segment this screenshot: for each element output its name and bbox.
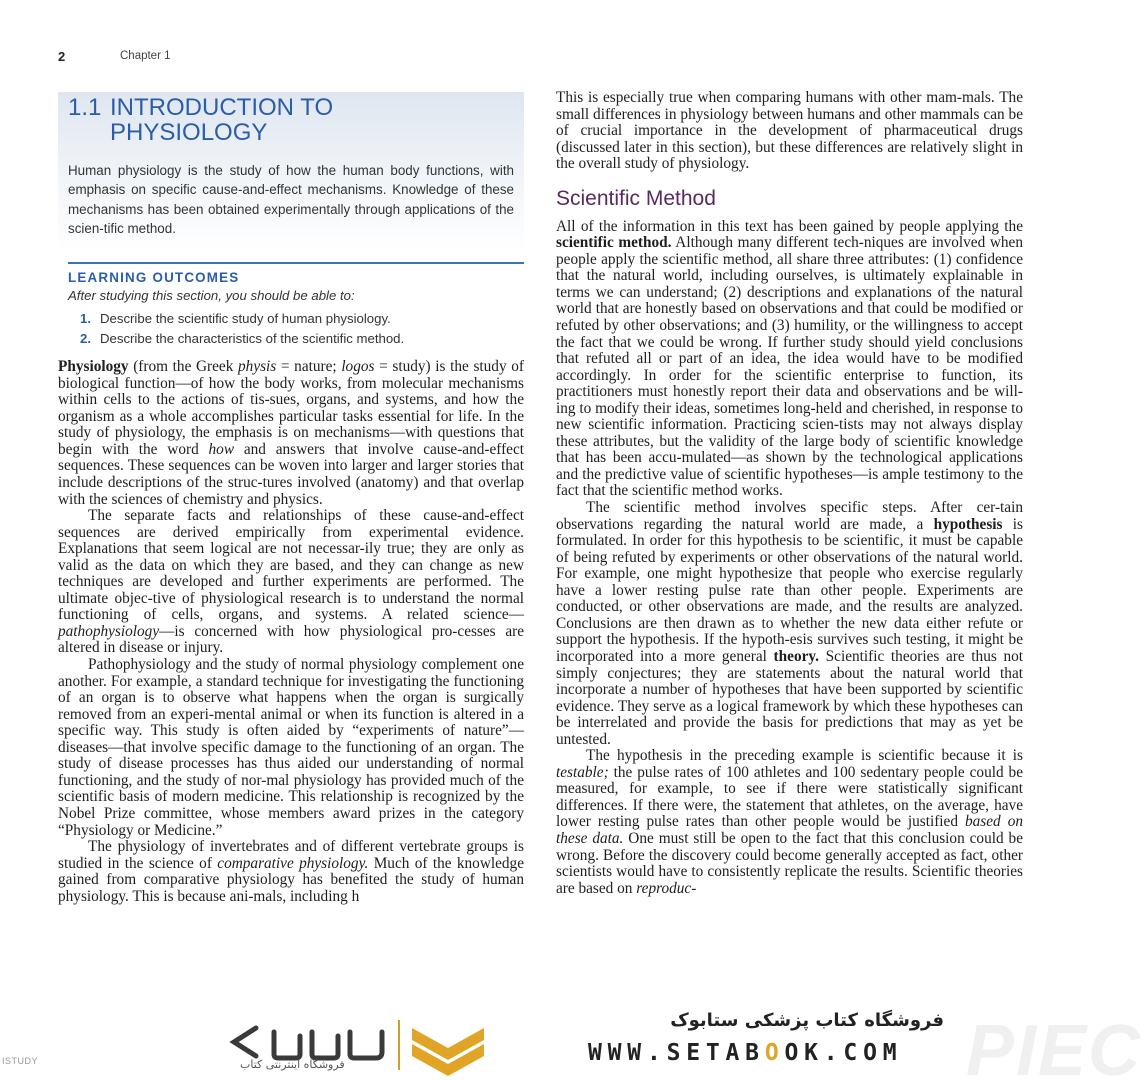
page-number: 2 bbox=[58, 48, 66, 64]
chapter-label: Chapter 1 bbox=[120, 50, 171, 62]
body-paragraph: The separate facts and relationships of these cause-and-effect sequences are derived empirically from experimental evidence. Explanations that seem logical are not necessar-ily true; they are only as valid as the data on which they are based, and they can change as new techniques are developed and further experiments are performed. The ultimate objec-tive of physiological research is to understand the normal functioning of cells, organs, and systems. A related science—pathophysiology—is concerned with how physiological pro-cesses are altered in disease or injury. bbox=[58, 507, 524, 657]
section-number: 1.1 bbox=[68, 94, 102, 121]
learning-outcomes-list bbox=[80, 309, 514, 349]
watermark-logo-text: فروشگاه اینترنتی کتاب bbox=[240, 1058, 345, 1071]
section-title-text: INTRODUCTION TO PHYSIOLOGY bbox=[110, 94, 334, 146]
learning-outcomes-intro: After studying this section, you should be able to: bbox=[68, 288, 355, 304]
right-column bbox=[556, 90, 1023, 897]
subheading-scientific-method: Scientific Method bbox=[556, 186, 716, 210]
body-paragraph: Pathophysiology and the study of normal physiology complement one another. For example, a standard technique for investigating the functioning of an organ is to observe what happens when the organ is surgically removed from an experi-mental animal or when its function is altered in a specific way. This study is often aided by “experiments of nature”—diseases—that involve specific damage to the functioning of an organ. The study of disease processes has thus aided our understanding of normal functioning, and the study of nor-mal physiology has provided much of the scientific basis of modern medicine. This relationship is recognized by the Nobel Prize committee, whose members award prizes in the category “Physiology or Medicine.” bbox=[58, 656, 524, 839]
body-paragraph: This is especially true when comparing humans with other mam-mals. The small differences in physiology between humans and other mammals can be of crucial importance in the development of pharmaceutical drugs (discussed later in this section), but these differences are relatively slight in the overall study of physiology. bbox=[556, 89, 1023, 173]
body-paragraph: All of the information in this text has been gained by people applying the scientific method. Although many different tech-niques are involved when people apply the scientific method, all share three attributes: (1) confidence that the natural world, including ourselves, is ultimately explainable in terms we can understand; (2) descriptions and explanations of the natural world that are honestly based on observations and that could be modified or refuted by other observations; and (3) humility, or the willingness to accept the fact that we could be wrong. If further study should yield conclusions that refuted all or part of an idea, the idea would have to be modified accordingly. In order for the scientific enterprise to function, its practitioners must honestly report their data and observations and be will-ing to modify their ideas, sometimes long-held and cherished, in response to new scientific information. Practicing scien-tists may not always display these attributes, but the validity of the large body of scientific knowledge that has been accu-mulated—as shown by the technological applications and the predictive value of scientific hypotheses—is ample testimony to the fact that the scientific method works. bbox=[556, 217, 1023, 500]
bottom-fade-overlay bbox=[0, 930, 1148, 1000]
learning-outcomes bbox=[58, 262, 524, 349]
body-paragraph: The scientific method involves specific steps. After cer-tain observations regarding the natural world are made, a hypothesis is formulated. In order for this hypothesis to be scientific, it must be capable of being refuted by experiments or other observations of the natural world. For example, one might hypothesize that people who exercise regularly have a lower resting pulse rate than other people. Experiments are conducted, or other observations are made, and the results are analyzed. Conclusions are then drawn as to whether the new data either refute or support the hypothesis. If the hypoth-esis survives such testing, it might be incorporated into a more general theory. Scientific theories are thus not simply conjectures; they are statements about the natural world that incorporate a number of hypotheses that have been supported by scientific evidence. They serve as a logical framework by which these hypotheses can be interrelated and provide the basis for predictions that may as yet be untested. bbox=[556, 499, 1023, 748]
left-column bbox=[58, 92, 524, 905]
learning-outcomes-rule bbox=[68, 262, 524, 264]
section-intro: Human physiology is the study of how the human body functions, with emphasis on specific cause-and-effect mechanisms. Knowledge of these mechanisms has been obtained experimentally through applications of the scien-tific method. bbox=[68, 163, 514, 236]
learning-outcomes-heading: LEARNING OUTCOMES bbox=[68, 270, 240, 286]
watermark-ghost-letters: PIEC bbox=[966, 1011, 1143, 1080]
body-paragraph: Physiology (from the Greek physis = nature; logos = study) is the study of biological function—of how the body works, from molecular mechanisms within cells to the actions of tis-sues, organs, and systems, and how the organism as a whole accomplishes particular tasks essential for life. In the study of physiology, the emphasis is on mechanisms—with questions that begin with the word how and answers that involve cause-and-effect sequences. These sequences can be woven into larger and larger stories that include descriptions of the struc-tures involved (anatomy) and that overlap with the sciences of chemistry and physics. bbox=[58, 358, 525, 508]
watermark-url: WWW.SETABOOK.COM bbox=[588, 1040, 903, 1066]
list-item: 1. Describe the scientific study of human physiology. bbox=[80, 311, 391, 327]
body-paragraph: The hypothesis in the preceding example is scientific because it is testable; the pulse rates of 100 athletes and 100 sedentary people could be measured, for example, to see if there were statistically significant differences. If there were, the statement that athletes, on the average, have lower resting pulse rates than other people would be justified based on these data. One must still be open to the fact that this conclusion could be wrong. Before the discovery could become generally accepted as fact, other scientists would have to consistently replicate the results. Scientific theories are based on reproduc- bbox=[556, 747, 1023, 897]
watermark-side-text: ISTUDY bbox=[2, 1056, 39, 1066]
body-paragraph: The physiology of invertebrates and of different vertebrate groups is studied in the science of comparative physiology. Much of the knowledge gained from comparative physiology has benefited the study of human physiology. This is because ani-mals, including h bbox=[58, 838, 524, 905]
section-title bbox=[68, 92, 514, 145]
section-intro-box bbox=[58, 92, 524, 252]
watermark-divider bbox=[398, 1020, 400, 1070]
page-header bbox=[58, 46, 171, 66]
watermark-store-name: فروشگاه کتاب پزشکی ستابوک bbox=[670, 1010, 944, 1031]
list-item: 2. Describe the characteristics of the scientific method. bbox=[80, 331, 405, 347]
